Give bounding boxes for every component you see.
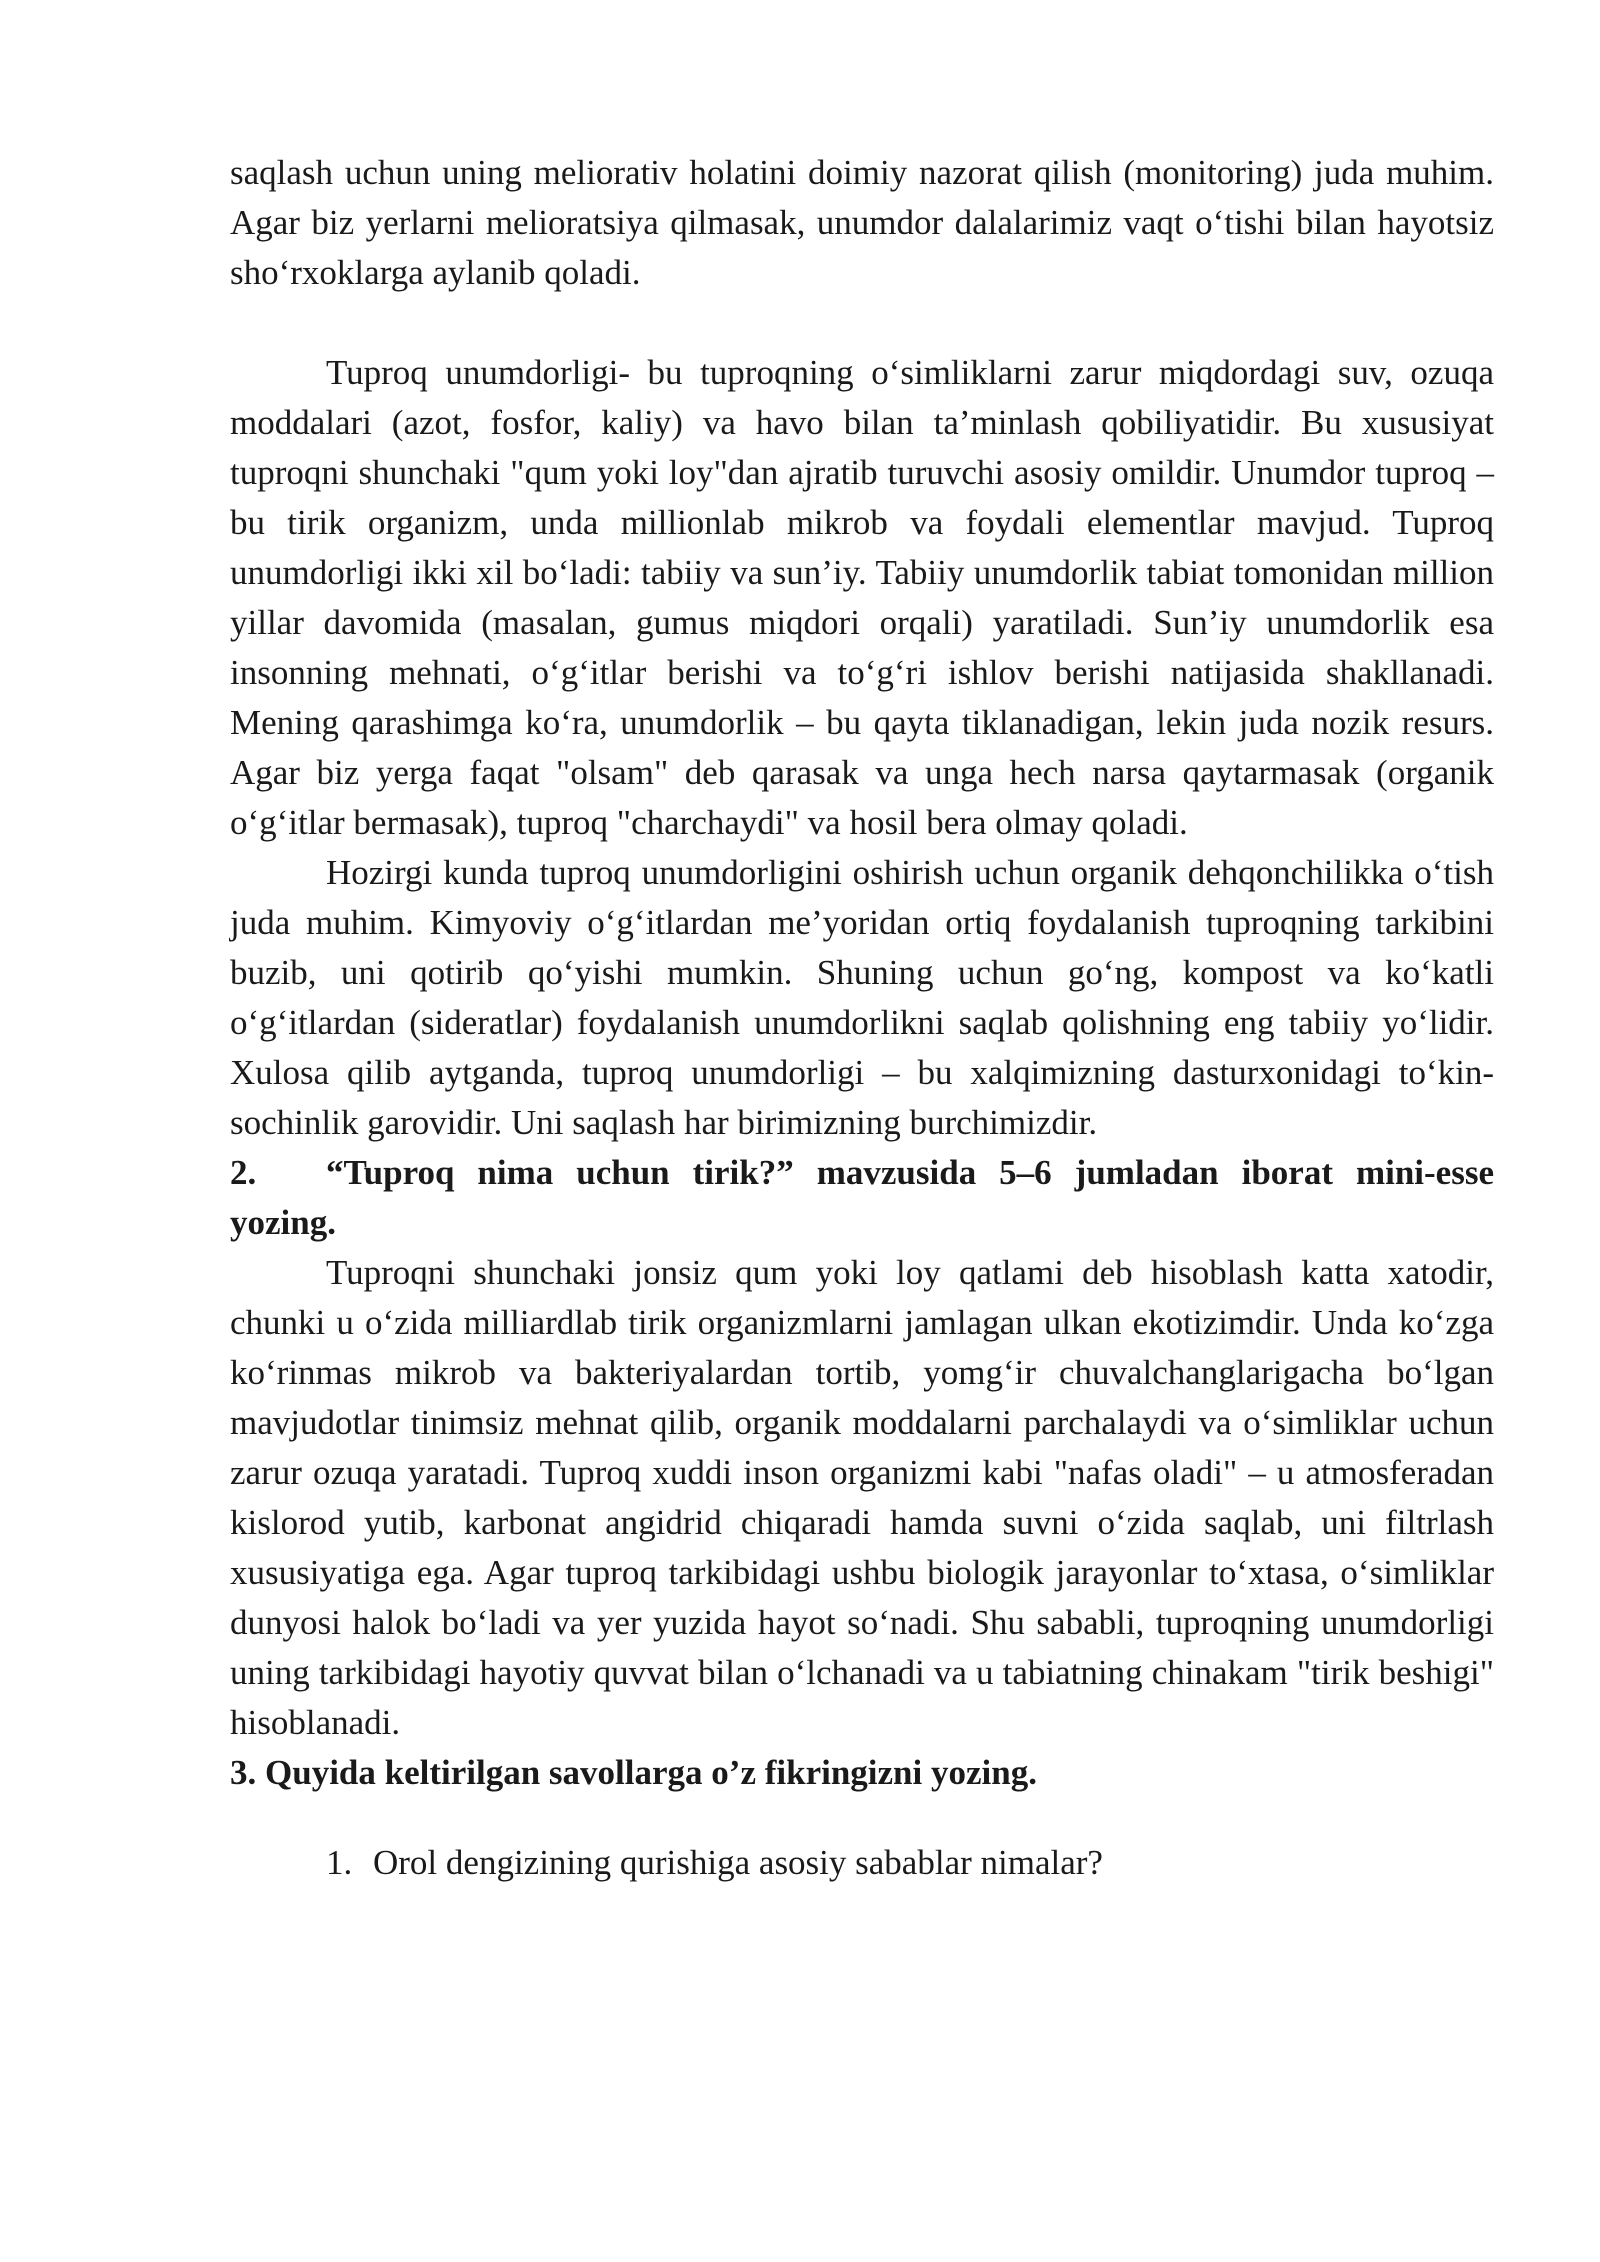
paragraph-melioration-ending: saqlash uchun uning meliorativ holatini doimiy nazorat qilish (monitoring) juda muhim. Agar biz yerlarni melioratsiya qilmasak, unumdor dalalarimiz vaqt o‘tishi bilan hayotsiz sho‘rxoklarga aylanib qoladi. bbox=[230, 153, 1494, 292]
document-page bbox=[230, 148, 1494, 1888]
section-heading-2 bbox=[230, 1148, 1494, 1248]
list-item bbox=[230, 1838, 1494, 1888]
list-item-text: Orol dengizining qurishiga asosiy sabablar nimalar? bbox=[373, 1843, 1103, 1882]
paragraph-mini-essay: Tuproqni shunchaki jonsiz qum yoki loy qatlami deb hisoblash katta xatodir, chunki u o‘zida milliardlab tirik organizmlarni jamlagan ulkan ekotizimdir. Unda ko‘zga ko‘rinmas mikrob va bakteriyalardan tortib, yomg‘ir chuvalchanglarigacha bo‘lgan mavjudotlar tinimsiz mehnat qilib, organik moddalarni parchalaydi va o‘simliklar uchun zarur ozuqa yaratadi. Tuproq xuddi inson organizmi kabi "nafas oladi" – u atmosferadan kislorod yutib, karbonat angidrid chiqaradi hamda suvni o‘zida saqlab, uni filtrlash xususiyatiga ega. Agar tuproq tarkibidagi ushbu biologik jarayonlar to‘xtasa, o‘simliklar dunyosi halok bo‘ladi va yer yuzida hayot so‘nadi. Shu sababli, tuproqning unumdorligi uning tarkibidagi hayotiy quvvat bilan o‘lchanadi va u tabiatning chinakam "tirik beshigi" hisoblanadi. bbox=[230, 1253, 1494, 1742]
paragraph-organic-farming: Hozirgi kunda tuproq unumdorligini oshirish uchun organik dehqonchilikka o‘tish juda muhim. Kimyoviy o‘g‘itlardan me’yoridan ortiq foydalanish tuproqning tarkibini buzib, uni qotirib qo‘yishi mumkin. Shuning uchun go‘ng, kompost va ko‘katli o‘g‘itlardan (sideratlar) foydalanish unumdorlikni saqlab qolishning eng tabiiy yo‘lidir. Xulosa qilib aytganda, tuproq unumdorligi – bu xalqimizning dasturxonidagi to‘kin-sochinlik garovidir. Uni saqlash har birimizning burchimizdir. bbox=[230, 853, 1494, 1142]
question-list bbox=[230, 1838, 1494, 1888]
paragraph-soil-fertility: Tuproq unumdorligi- bu tuproqning o‘simliklarni zarur miqdordagi suv, ozuqa moddalari (azot, fosfor, kaliy) va havo bilan ta’minlash qobiliyatidir. Bu xususiyat tuproqni shunchaki "qum yoki loy"dan ajratib turuvchi asosiy omildir. Unumdor tuproq – bu tirik organizm, unda millionlab mikrob va foydali elementlar mavjud. Tuproq unumdorligi ikki xil bo‘ladi: tabiiy va sun’iy. Tabiiy unumdorlik tabiat tomonidan million yillar davomida (masalan, gumus miqdori orqali) yaratiladi. Sun’iy unumdorlik esa insonning mehnati, o‘g‘itlar berishi va to‘g‘ri ishlov berishi natijasida shakllanadi. Mening qarashimga ko‘ra, unumdorlik – bu qayta tiklanadigan, lekin juda nozik resurs. Agar biz yerga faqat "olsam" deb qarasak va unga hech narsa qaytarmasak (organik o‘g‘itlar bermasak), tuproq "charchaydi" va hosil bera olmay qoladi. bbox=[230, 353, 1494, 842]
list-item-number: 1. bbox=[326, 1843, 353, 1882]
section-number-2: 2. bbox=[230, 1153, 257, 1192]
section-heading-3: 3. Quyida keltirilgan savollarga o’z fikringizni yozing. bbox=[230, 1753, 1037, 1792]
section-title-2: “Tuproq nima uchun tirik?” mavzusida 5–6 jumladan iborat mini-esse yozing. bbox=[230, 1153, 1494, 1242]
